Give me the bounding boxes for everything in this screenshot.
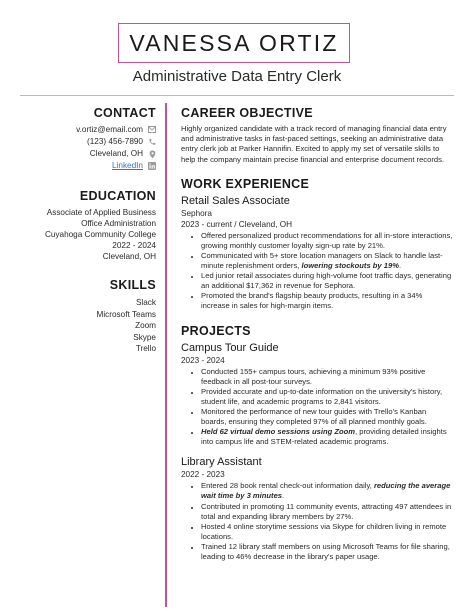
header-divider bbox=[20, 95, 454, 96]
projects-heading: PROJECTS bbox=[181, 323, 251, 338]
education-school: Cuyahoga Community College bbox=[44, 230, 156, 239]
education-heading: EDUCATION bbox=[79, 189, 156, 203]
education-degree: Associate of Applied Business bbox=[46, 208, 156, 217]
bullet-item: • Promoted the brand's flagship beauty products, resulting in a 34% increase in sales for high-margin items. bbox=[201, 291, 453, 311]
education-field: Office Administration bbox=[81, 219, 156, 228]
contact-location bbox=[22, 148, 156, 160]
skill-item: Zoom bbox=[135, 321, 156, 330]
linkedin-link[interactable]: LinkedIn bbox=[112, 161, 143, 170]
envelope-icon bbox=[148, 126, 156, 134]
bullet-item: • Led junior retail associates during high-volume foot traffic days, generating an additional $17,362 in revenue for Sephora. bbox=[201, 271, 453, 291]
contact-heading: CONTACT bbox=[93, 106, 156, 120]
skills-heading: SKILLS bbox=[109, 278, 156, 292]
bullet-item: • Entered 28 book rental check-out information daily, reducing the average wait time by 3 minutes. bbox=[201, 481, 453, 501]
skill-item: Slack bbox=[135, 298, 156, 307]
job-role: Retail Sales Associate bbox=[181, 194, 290, 207]
bullet-item: • Monitored the performance of new tour guides with Trello's Kanban boards, ensuring they completed 97% of all planned monthly goals. bbox=[201, 407, 453, 427]
project-title: Library Assistant bbox=[181, 456, 262, 469]
right-column bbox=[181, 106, 453, 562]
bullet-item: • Communicated with 5+ store location managers on Slack to handle last-minute replenishment orders, lowering stockouts by 19%. bbox=[201, 251, 453, 271]
project-bullets bbox=[181, 367, 453, 448]
location-text: Cleveland, OH bbox=[89, 149, 143, 158]
column-divider bbox=[165, 103, 167, 607]
bullet-item: • Offered personalized product recommendations for all in-store interactions, growing monthly customer loyalty sign-up rate by 21%. bbox=[201, 231, 453, 251]
bullet-item: • Held 62 virtual demo sessions using Zoom, providing detailed insights into campus life and STEM-related academic programs. bbox=[201, 427, 453, 447]
project-dates: 2023 - 2024 bbox=[181, 355, 225, 365]
experience-heading: WORK EXPERIENCE bbox=[181, 176, 310, 191]
bullet-item: • Hosted 4 online storytime sessions via Skype for children living in remote locations. bbox=[201, 522, 453, 542]
bullet-item: • Conducted 155+ campus tours, achieving a minimum 93% positive feedback in all post-tour surveys. bbox=[201, 367, 453, 387]
project-bullets bbox=[181, 481, 453, 562]
education-location: Cleveland, OH bbox=[102, 252, 156, 261]
contact-linkedin[interactable] bbox=[22, 160, 156, 172]
phone-icon bbox=[148, 138, 156, 146]
linkedin-icon[interactable] bbox=[148, 162, 156, 170]
skill-item: Microsoft Teams bbox=[96, 309, 156, 319]
candidate-name: VANESSA ORTIZ bbox=[129, 29, 339, 56]
project-dates: 2022 - 2023 bbox=[181, 470, 225, 480]
skill-item: Skype bbox=[133, 332, 156, 342]
email-text: v.ortiz@email.com bbox=[76, 125, 143, 134]
contact-email[interactable] bbox=[22, 124, 156, 136]
job-company: Sephora bbox=[181, 208, 212, 218]
objective-text: Highly organized candidate with a track record of managing financial data entry and administrative tasks in fast-paced settings, seeking an administrative data entry clerk job at Parker Hannifin. Excited to apply my set of versatile skills to help the company maintain precise financial and enterprise document records. bbox=[181, 124, 447, 164]
skill-item: Trello bbox=[135, 344, 156, 353]
job-entry bbox=[181, 195, 453, 312]
phone-text: (123) 456-7890 bbox=[87, 137, 143, 146]
job-bullets bbox=[181, 231, 453, 312]
objective-heading: CAREER OBJECTIVE bbox=[181, 106, 313, 120]
bullet-item: • Provided accurate and up-to-date information on the university's history, student life, and academic programs to 2,841 visitors. bbox=[201, 387, 453, 407]
project-entry bbox=[181, 342, 453, 448]
left-column bbox=[22, 106, 156, 355]
name-box bbox=[118, 23, 350, 63]
education-dates: 2022 - 2024 bbox=[112, 241, 156, 250]
job-title-heading: Administrative Data Entry Clerk bbox=[132, 68, 342, 85]
project-entry bbox=[181, 456, 453, 562]
bullet-item: • Contributed in promoting 11 community events, attracting 497 attendees in total and expanding library members by 27%. bbox=[201, 502, 453, 522]
location-pin-icon bbox=[148, 150, 156, 158]
bullet-item: • Trained 12 library staff members on using Microsoft Teams for file sharing, leading to 46% decrease in the library's paper usage. bbox=[201, 542, 453, 562]
job-dates-location: 2023 - current / Cleveland, OH bbox=[181, 219, 293, 229]
project-title: Campus Tour Guide bbox=[181, 341, 279, 354]
contact-phone[interactable] bbox=[22, 136, 156, 148]
